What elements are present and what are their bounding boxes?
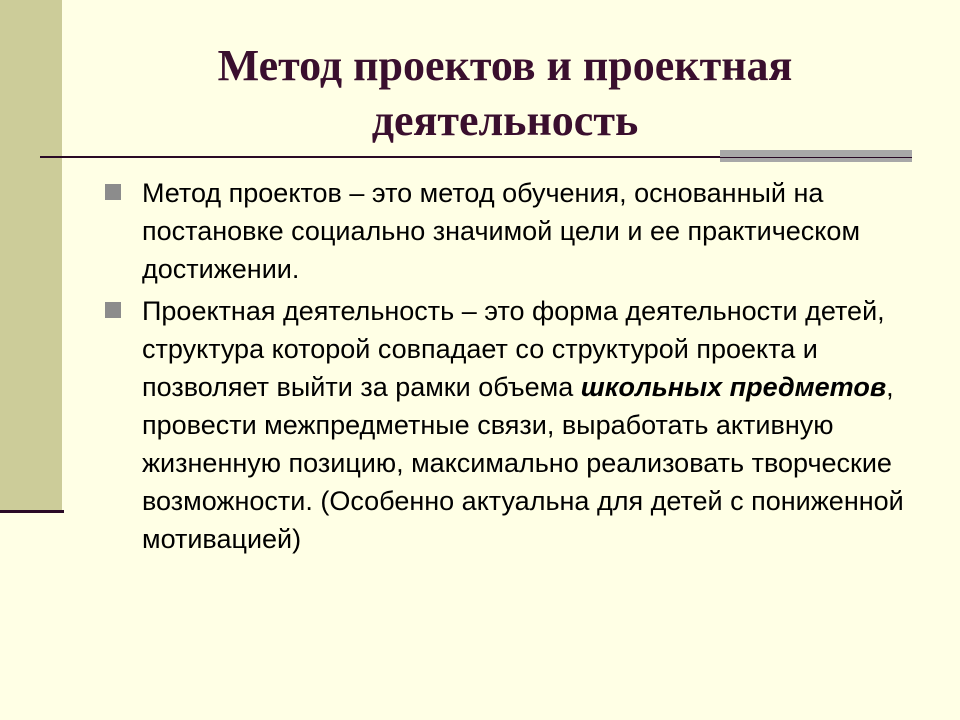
- square-bullet-icon: [105, 184, 121, 200]
- bullet-text-after: , провести межпредметные связи, выработать активную жизненную позицию, максимально реализовать творческие возможности. (Особенно актуальна для детей с пониженной мотивацией): [142, 372, 904, 554]
- bullet-list: [105, 174, 910, 562]
- bullet-text-before: Проектная деятельность – это форма деятельности детей, структура которой совпадает со структурой проекта и позволяет выйти за рамки объема: [142, 296, 885, 402]
- bullet-emphasis: школьных предметов: [580, 372, 887, 402]
- title-accent-bar-lower: [720, 158, 912, 162]
- left-band-underline: [0, 510, 64, 513]
- slide-title: Метод проектов и проектная деятельность: [217, 41, 793, 145]
- bullet-item-method: [105, 174, 910, 288]
- square-bullet-icon: [105, 302, 121, 318]
- title-accent-bar: [720, 150, 912, 157]
- bullet-text: Метод проектов – это метод обучения, основанный на постановке социально значимой цели и ее практическом достижении.: [142, 178, 861, 284]
- bullet-item-activity: [105, 292, 910, 558]
- left-decorative-band: [0, 0, 62, 512]
